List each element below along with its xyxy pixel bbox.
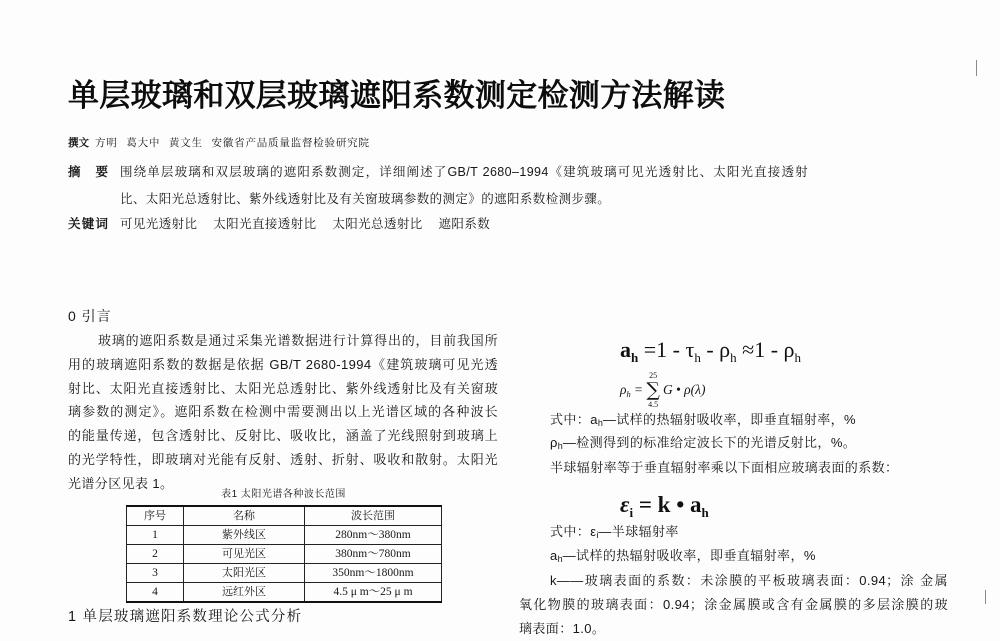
table-cell-name: 远红外区 (184, 583, 305, 603)
coefficient-line: 璃表面：1.0。 (519, 621, 606, 636)
table-cell-range: 280nm～380nm (305, 526, 442, 545)
formula3-lhs: ε (620, 492, 630, 517)
hemispherical-emissivity-note: 半球辐射率等于垂直辐射率乘以下面相应玻璃表面的系数： (550, 460, 899, 475)
section-heading-intro: 0 引言 (68, 308, 112, 324)
definition-subscript: h (597, 418, 603, 428)
definition-line (550, 520, 679, 544)
coefficient-line: 氧化物膜的玻璃表面：0.94；涂金属膜或含有金属膜的多层涂膜的玻 (519, 597, 948, 612)
formula1-minus: - (706, 337, 714, 362)
definition-line (550, 431, 856, 455)
abstract-line: 比、太阳光总透射比、紫外线透射比及有关窗玻璃参数的测定》的遮阳系数检测步骤。 (120, 192, 611, 206)
summation (646, 371, 660, 409)
table-header-row (127, 506, 442, 526)
definition-text: a (550, 548, 558, 563)
intro-line: 的光学特性，即玻璃对光能有反射、透射、折射、吸收和散射。太阳光 (68, 451, 498, 467)
summation-sign: ∑ (646, 379, 660, 401)
formula3-rhs: = k • a (638, 492, 702, 517)
formula2-equals: = (634, 382, 643, 397)
definition-line (550, 544, 816, 568)
table-cell-index: 2 (127, 545, 184, 564)
table-row (127, 583, 442, 603)
formula3-lhs-sub: i (629, 505, 634, 520)
table-cell-name: 可见光区 (184, 545, 305, 564)
formula2-lhs: ρ (620, 382, 627, 397)
definition-subscript: h (557, 554, 563, 564)
keywords-text: 可见光透射比 太阳光直接透射比 太阳光总透射比 遮阳系数 (120, 217, 491, 231)
abstract-text (120, 159, 808, 213)
definition-subscript: h (557, 441, 563, 451)
summation-lower-limit: 4.5 (648, 400, 659, 409)
definition-text: 式中：a (550, 412, 598, 427)
table-cell-range: 350nm～1800nm (305, 564, 442, 583)
abstract-label: 摘 要 (68, 165, 108, 179)
table-cell-index: 1 (127, 526, 184, 545)
formula1-rho-2: ρ (783, 337, 795, 362)
scan-edge-mark (976, 60, 977, 76)
table-cell-index: 3 (127, 564, 184, 583)
table-cell-name: 太阳光区 (184, 564, 305, 583)
formula1-lhs: a (620, 337, 631, 362)
intro-line: 璃参数的测定》。遮阳系数在检测中需要测出以上光谱区域的各种波长 (68, 404, 498, 420)
formula2-summand: G • ρ(λ) (662, 382, 706, 397)
table-row (127, 526, 442, 545)
definition-line (550, 408, 856, 432)
intro-line: 玻璃的遮阳系数是通过采集光谱数据进行计算得出的，目前我国所 (98, 333, 498, 348)
formula-hemispherical-emissivity (620, 490, 709, 520)
intro-line: 光谱分区见表 1。 (68, 475, 174, 491)
keywords-label: 关键词 (68, 217, 108, 231)
formula3-rhs-sub: h (701, 505, 709, 520)
definition-text: 式中：ε (550, 524, 597, 539)
table-cell-name: 紫外线区 (184, 526, 305, 545)
formula1-rho-2-sub: h (794, 350, 802, 365)
formula1-equals: =1 - (643, 337, 680, 362)
definition-text: —半球辐射率 (598, 524, 679, 539)
section-heading-1: 1 单层玻璃遮阳系数理论公式分析 (68, 609, 303, 625)
coefficient-line: k——玻璃表面的系数：未涂膜的平板玻璃表面：0.94；涂 金属 (550, 573, 948, 588)
solar-spectrum-table (126, 505, 442, 603)
definition-text: —检测得到的标准给定波长下的光谱反射比，%。 (562, 435, 857, 450)
formula2-lhs-group (620, 382, 631, 398)
formula2-lhs-sub: h (626, 389, 631, 399)
summation-upper-limit: 25 (649, 371, 658, 380)
table-cell-range: 4.5 μ m～25 μ m (305, 583, 442, 603)
formula-absorptance (620, 336, 801, 364)
formula-reflectance-sum (620, 369, 705, 411)
article-title: 单层玻璃和双层玻璃遮阳系数测定检测方法解读 (68, 78, 726, 113)
abstract-line: 围绕单层玻璃和双层玻璃的遮阳系数测定，详细阐述了GB/T 2680–1994《建筑玻璃可见光透射比、太阳光直接透射 (120, 165, 808, 179)
table-header-cell: 序号 (127, 506, 184, 526)
table-row (127, 545, 442, 564)
formula1-tau-sub: h (694, 350, 701, 365)
table-header-cell: 名称 (184, 506, 305, 526)
definition-text: ρ (550, 435, 558, 450)
formula1-approx: ≈1 - (742, 337, 779, 362)
intro-paragraph (68, 329, 498, 496)
formula1-rho: ρ (719, 337, 731, 362)
table-cell-index: 4 (127, 583, 184, 603)
table-cell-range: 380nm～780nm (305, 545, 442, 564)
byline (68, 136, 370, 150)
byline-label: 撰文 (68, 137, 89, 149)
definition-text: —试样的热辐射吸收率，即垂直辐射率，% (562, 548, 816, 563)
intro-line: 的能量传递，包含透射比、反射比、吸收比，涵盖了光线照射到玻璃上 (68, 428, 498, 444)
byline-authors: 方明 葛大中 黄文生 安徽省产品质量监督检验研究院 (95, 137, 370, 149)
definition-subscript: i (596, 530, 599, 540)
intro-line: 用的玻璃遮阳系数的数据是依据 GB/T 2680-1994《建筑玻璃可见光透 (68, 356, 498, 372)
table-caption: 表1 太阳光谱各种波长范围 (221, 489, 346, 500)
formula1-tau: τ (685, 337, 695, 362)
scan-edge-mark (985, 590, 986, 604)
formula1-rho-sub: h (730, 350, 737, 365)
formula1-lhs-sub: h (631, 350, 639, 365)
definition-text: —试样的热辐射吸收率，即垂直辐射率，% (602, 412, 857, 427)
intro-line: 射比、太阳光直接透射比、太阳光总透射比、紫外线透射比及有关窗玻 (68, 380, 498, 396)
table-header-cell: 波长范围 (305, 506, 442, 526)
table-row (127, 564, 442, 583)
